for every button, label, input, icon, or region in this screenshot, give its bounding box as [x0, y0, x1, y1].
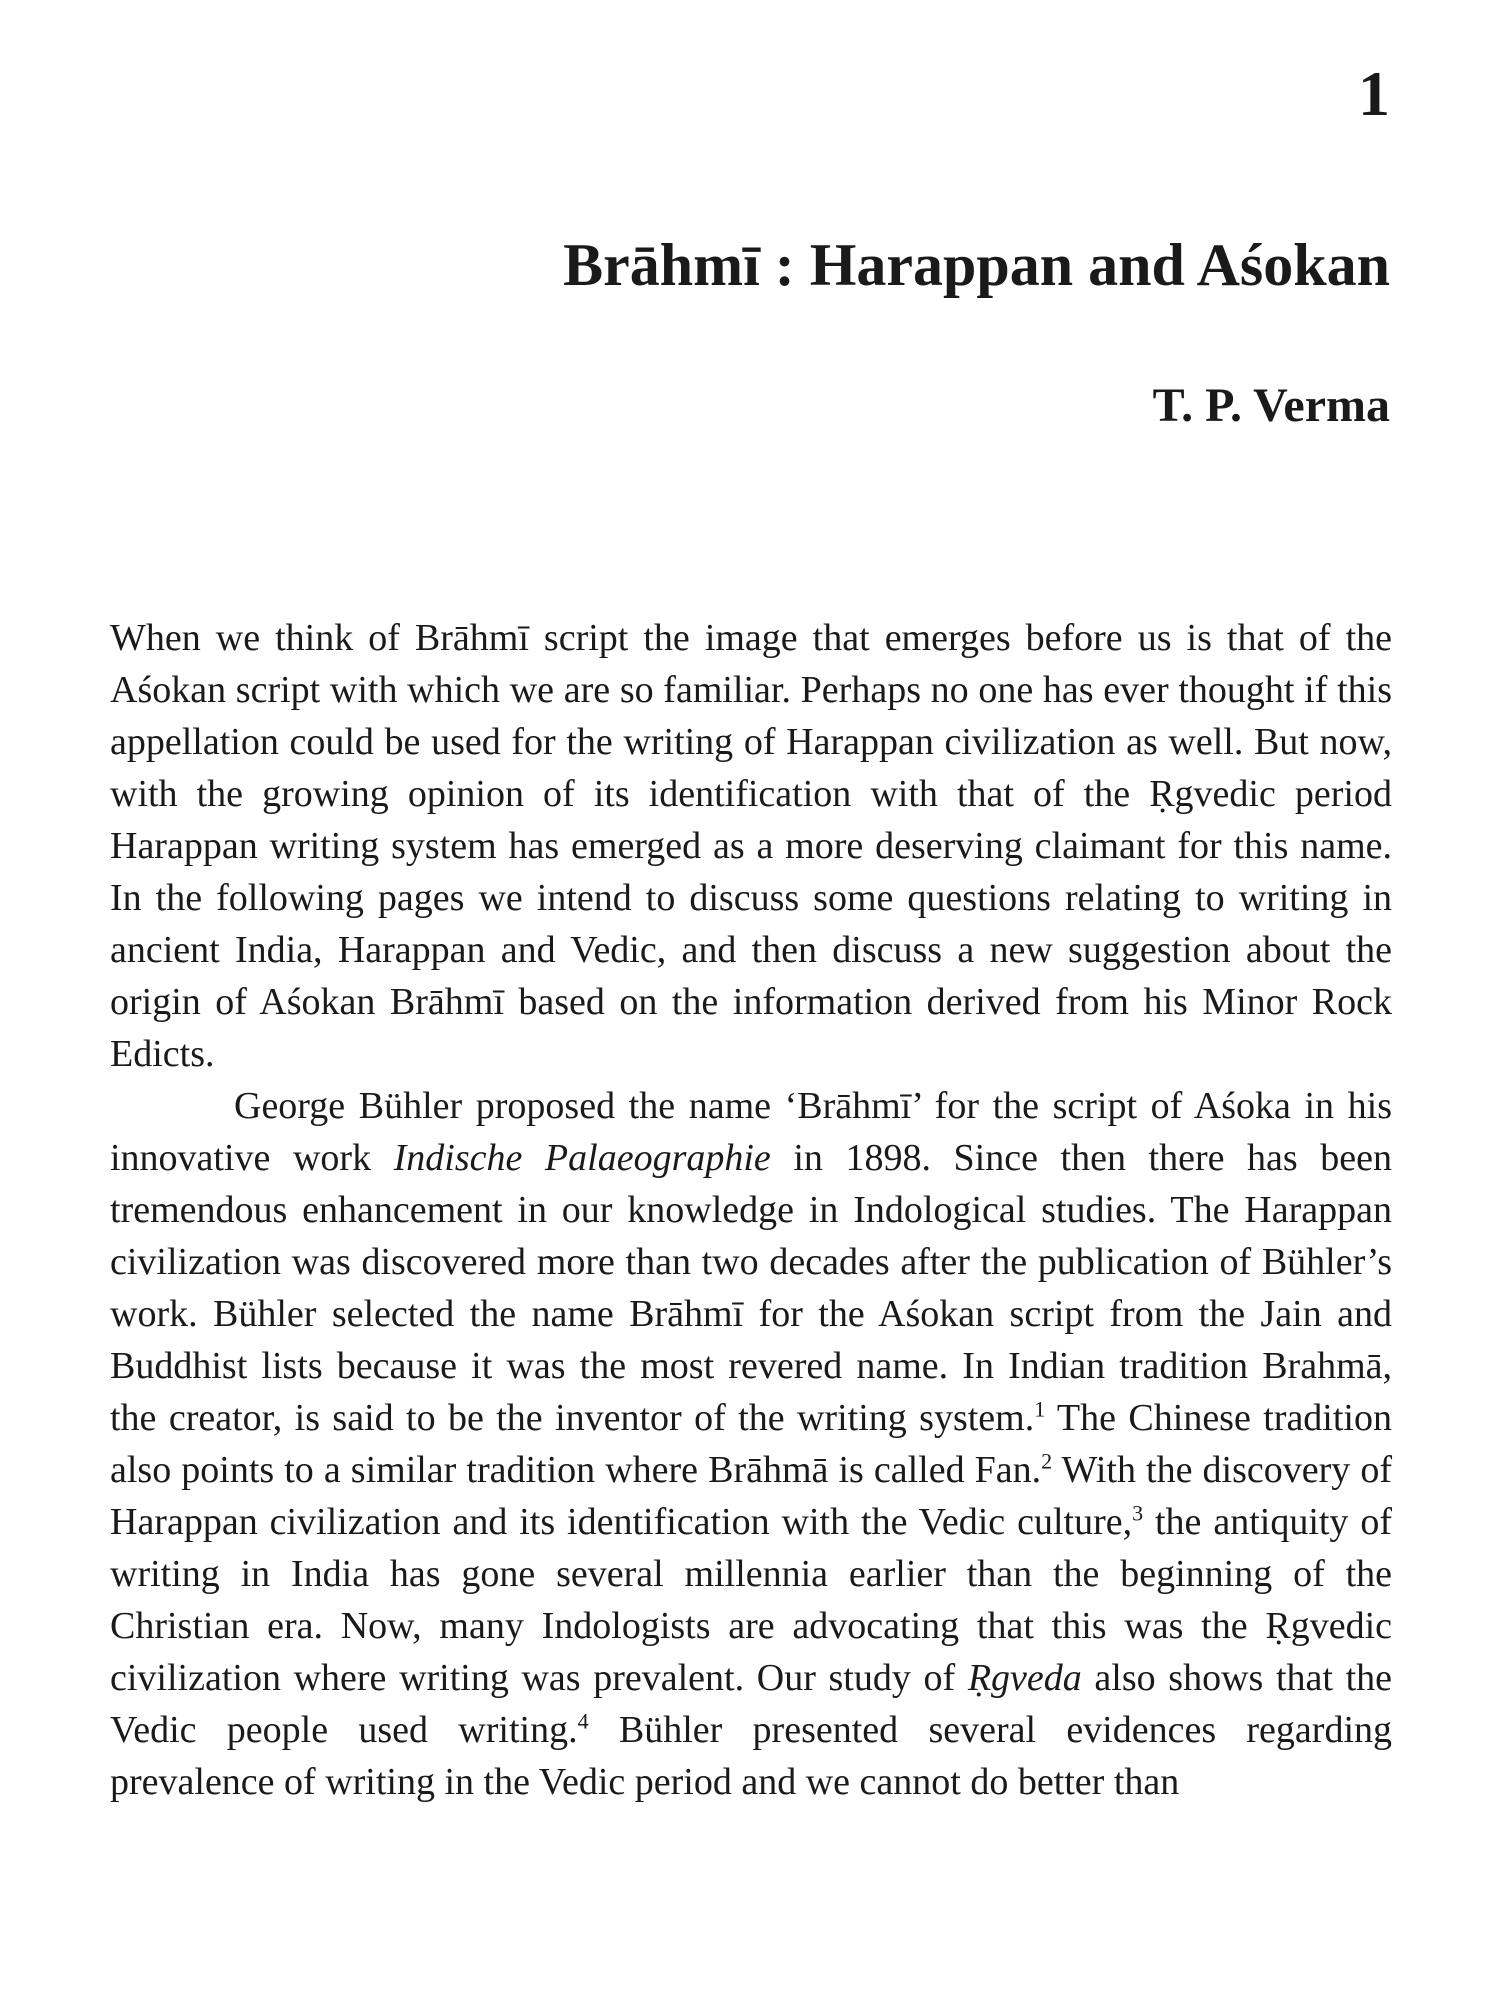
- paragraph-2-text: in 1898. Since then there has been tremendous enhancement in our knowledge in Indological studies. The Harappan civilization was discovered more than two decades after the publication of Bühler’s work. Bühler selected the name Brāhmī for the Aśokan script from the Jain and Buddhist lists because it was the most revered name. In Indian tradition Brahmā, the creator, is said to be the inventor of the writing system.: [110, 1137, 1392, 1439]
- paragraph-2-text: Bühler presented several evidences regarding prevalence of writing in the Vedic period and we cannot do better than: [110, 1709, 1393, 1803]
- work-title: Indische Palaeographie: [393, 1137, 771, 1179]
- paragraph-2-text: also shows that the Vedic people used writing.: [110, 1657, 1393, 1751]
- footnote-marker: 2: [1041, 1448, 1053, 1474]
- paragraph-2-text: the antiquity of writing in India has gone several millennia earlier than the beginning of the Christian era. Now, many Indologists are advocating that this was the Ṛgvedic civilization where writing was prevalent. Our study of: [110, 1501, 1392, 1699]
- footnote-marker: 4: [577, 1708, 589, 1734]
- footnote-marker: 3: [1132, 1500, 1144, 1526]
- paragraph-2-text: The Chinese tradition also points to a similar tradition where Brāhmā is called Fan.: [110, 1397, 1392, 1491]
- paragraph-2-text: George Bühler proposed the name ‘Brāhmī’ for the script of Aśoka in his innovative work: [110, 1085, 1392, 1179]
- chapter-body: [110, 612, 1392, 1808]
- chapter-number: 1: [1358, 58, 1390, 129]
- footnote-marker: 1: [1034, 1396, 1046, 1422]
- paragraph-2-text: With the discovery of Harappan civilization and its identification with the Vedic culture,: [110, 1449, 1392, 1543]
- paragraph-1: When we think of Brāhmī script the image that emerges before us is that of the Aśokan script with which we are so familiar. Perhaps no one has ever thought if this appellation could be used for the writing of Harappan civilization as well. But now, with the growing opinion of its identification with that of the Ṛgvedic period Harappan writing system has emerged as a more deserving claimant for this name. In the following pages we intend to discuss some questions relating to writing in ancient India, Harappan and Vedic, and then discuss a new suggestion about the origin of Aśokan Brāhmī based on the information derived from his Minor Rock Edicts.: [110, 617, 1392, 1075]
- chapter-title: Brāhmī : Harappan and Aśokan: [563, 232, 1390, 298]
- paragraph-2: [110, 1080, 1392, 1808]
- rgveda-title: Ṛgveda: [967, 1657, 1082, 1699]
- author-name: T. P. Verma: [1152, 379, 1390, 432]
